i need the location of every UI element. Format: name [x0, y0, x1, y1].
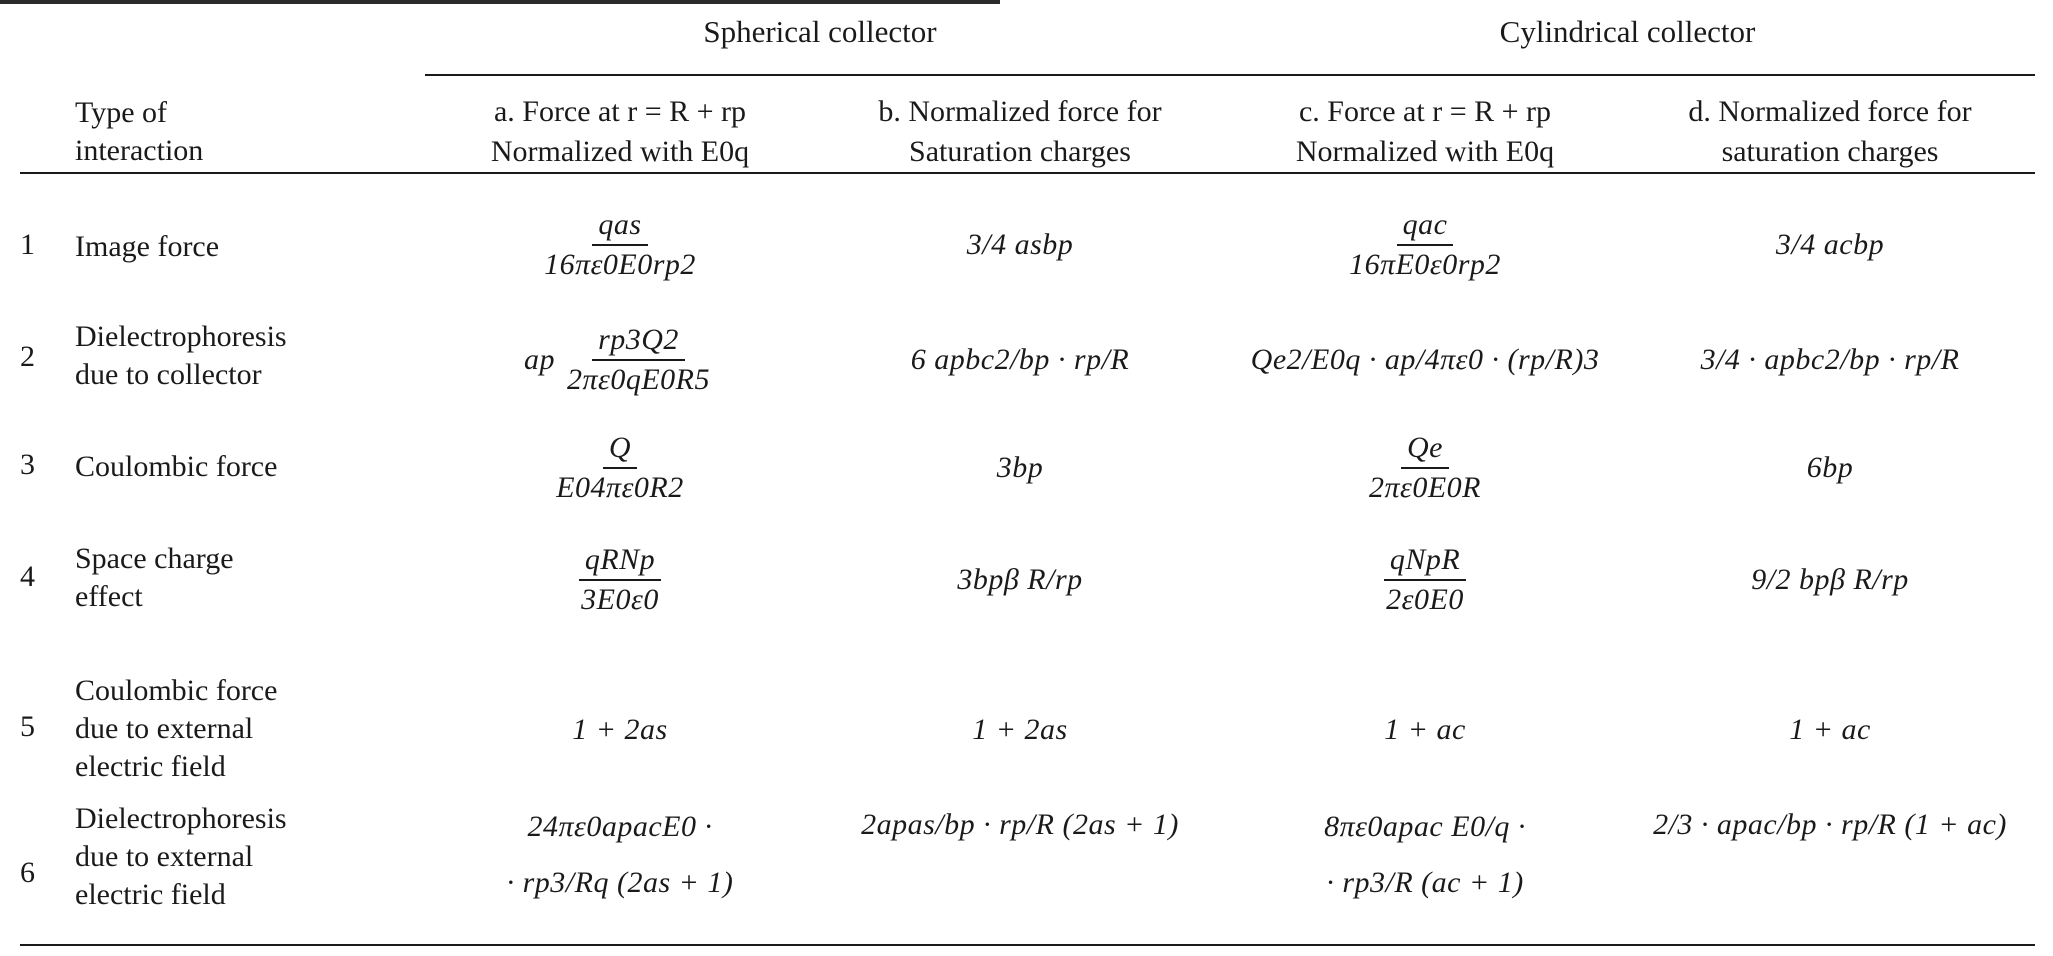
- column-header-d: d. Normalized force for saturation charges: [1688, 95, 1972, 168]
- type-of-interaction-header: Type of interaction: [75, 96, 204, 167]
- formula-4d: 9/2 bpβ R/rp: [1751, 563, 1909, 596]
- formula-2d: 3/4 · apbc2/bp · rp/R: [1700, 343, 1960, 376]
- row-number: 2: [20, 340, 35, 373]
- formula-3b: 3bp: [996, 450, 1044, 484]
- formula-4a: $\frac{\text{qRNp}}{3E0\varepsilon 0}$: [420, 525, 820, 635]
- formula-6c: 8πε0apac E0/q · · rp3/R (ac + 1): [1324, 810, 1526, 899]
- formula-5d: 1 + ac: [1789, 713, 1871, 746]
- formula-2c: Qe2/E0q · ap/4πε0 · (rp/R)3: [1250, 343, 1600, 376]
- formula-3a: $\frac{Q}{E04\pi\varepsilon 0R2}$: [556, 430, 684, 504]
- formula-5c: 1 + ac: [1384, 713, 1466, 746]
- formula-5a: 1 + 2as: [572, 713, 668, 746]
- formula-3d: 6bp: [1806, 450, 1854, 484]
- formula-3c: $\frac{Qe}{2\pi\varepsilon 0E0R}$: [1368, 430, 1481, 504]
- group-cylindrical: Cylindrical collector: [1499, 14, 1756, 49]
- formula-6d: 2/3 · apac/bp · rp/R (1 + ac): [1653, 808, 2007, 841]
- column-header-b: b. Normalized force for Saturation charges: [878, 95, 1162, 168]
- formula-4c: $\frac{\text{qNpR}}{2\varepsilon 0E0}$: [1225, 525, 1625, 635]
- row-number: 1: [20, 228, 35, 261]
- formula-6a: 24πε0apacE0 · · rp3/Rq (2as + 1): [506, 810, 734, 899]
- row-number: 5: [20, 710, 35, 743]
- formula-1d: 3/4 acbp: [1775, 228, 1885, 261]
- column-header-a: a. Force at r = R + rp Normalized with E0q: [490, 95, 750, 168]
- row-label: Coulombic force due to external electric field: [75, 674, 278, 783]
- table-bottom-rule: [20, 944, 2035, 946]
- column-header-c: c. Force at r = R + rp Normalized with E0q: [1295, 95, 1555, 168]
- formula-1c: $\frac{\text{qac}}{16\pi E0\varepsilon 0rp2}$: [1349, 208, 1501, 281]
- formula-5b: 1 + 2as: [972, 713, 1068, 746]
- row-number: 4: [20, 560, 35, 593]
- row-number: 3: [20, 448, 35, 481]
- formula-1b: 3/4 asbp: [966, 228, 1074, 261]
- row-label: Space charge effect: [75, 542, 234, 613]
- formula-2a: ap $\frac{rp3Q2}{2\pi\varepsilon 0qE0R5}$: [523, 323, 710, 396]
- group-underline: [425, 74, 2035, 76]
- top-border: [0, 0, 1000, 4]
- row-number: 6: [20, 856, 35, 889]
- formula-1a: $\frac{\text{qas}}{16\pi\varepsilon 0E0rp2}$: [544, 208, 696, 281]
- formula-6b: 2apas/bp · rp/R (2as + 1): [861, 808, 1179, 841]
- row-label: Image force: [75, 230, 220, 263]
- header-underline: [20, 172, 2035, 174]
- row-label: Dielectrophoresis due to collector: [75, 320, 287, 391]
- row-label: Coulombic force: [75, 450, 278, 483]
- group-spherical: Spherical collector: [703, 14, 937, 49]
- formula-2b: 6 apbc2/bp · rp/R: [910, 343, 1130, 376]
- row-label: Dielectrophoresis due to external electric field: [75, 802, 287, 911]
- formula-4b: 3bpβ R/rp: [957, 563, 1083, 596]
